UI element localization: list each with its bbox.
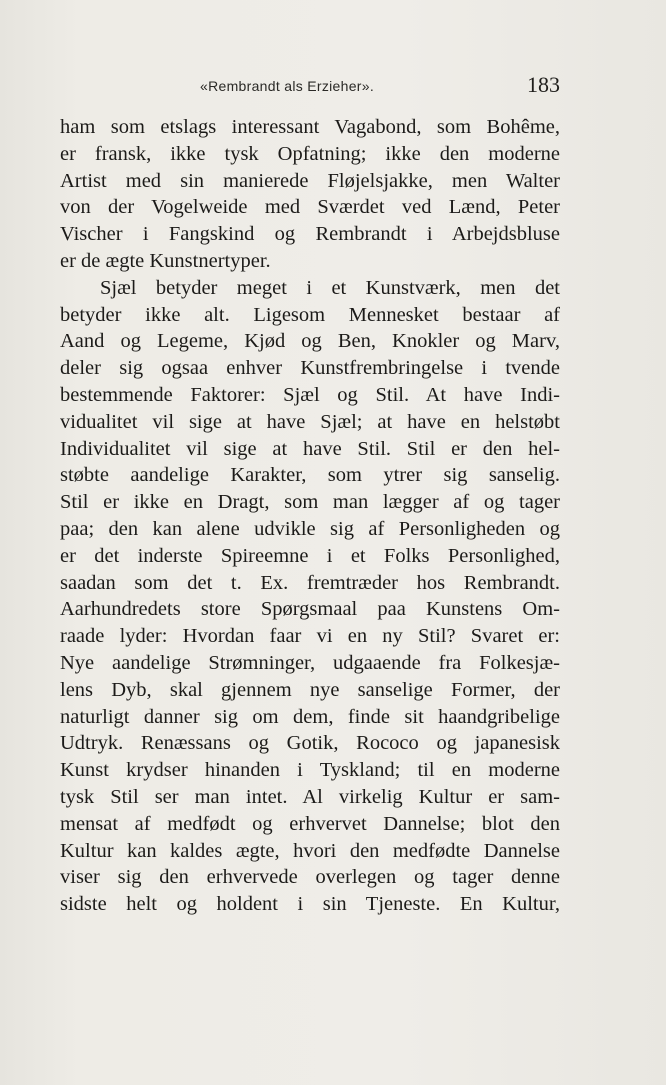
running-title: «Rembrandt als Erzieher». [200, 78, 375, 94]
text-line: Vischer i Fangskind og Rembrandt i Arbejdsbluse [60, 223, 560, 246]
text-line: vidualitet vil sige at have Sjæl; at have en helstøbt [60, 410, 560, 433]
text-line: paa; den kan alene udvikle sig af Personligheden og [60, 517, 560, 540]
text-line: naturligt danner sig om dem, finde sit haandgribelige [60, 705, 560, 728]
text-line: Stil er ikke en Dragt, som man lægger af og tager [60, 491, 560, 514]
text-line: Nye aandelige Strømninger, udgaaende fra Folkesjæ- [60, 651, 560, 674]
text-line: Kultur kan kaldes ægte, hvori den medfødte Dannelse [60, 839, 560, 862]
text-line: raade lyder: Hvordan faar vi en ny Stil? Svaret er: [60, 625, 560, 648]
text-line: betyder ikke alt. Ligesom Mennesket bestaar af [60, 303, 560, 326]
body-text [60, 114, 560, 918]
text-line: lens Dyb, skal gjennem nye sanselige Former, der [60, 678, 560, 701]
text-line: saadan som det t. Ex. fremtræder hos Rembrandt. [60, 571, 560, 594]
text-line: Individualitet vil sige at have Stil. Stil er den hel- [60, 437, 560, 460]
text-line: Artist med sin manierede Fløjelsjakke, men Walter [60, 169, 560, 192]
text-line: mensat af medfødt og erhvervet Dannelse; blot den [60, 812, 560, 835]
text-line: deler sig ogsaa enhver Kunstfrembringelse i tvende [60, 357, 560, 380]
text-line: er fransk, ikke tysk Opfatning; ikke den moderne [60, 142, 560, 165]
text-line: Aarhundredets store Spørgsmaal paa Kunstens Om- [60, 598, 560, 621]
text-line: tysk Stil ser man intet. Al virkelig Kultur er sam- [60, 785, 560, 808]
text-line: Kunst krydser hinanden i Tyskland; til en moderne [60, 759, 560, 782]
text-line: sidste helt og holdent i sin Tjeneste. En Kultur, [60, 893, 560, 916]
text-line: er de ægte Kunstnertyper. [60, 249, 271, 272]
text-line: bestemmende Faktorer: Sjæl og Stil. At have Indi- [60, 383, 560, 406]
text-line: ham som etslags interessant Vagabond, som Bohême, [60, 116, 560, 138]
text-line: er det inderste Spireemne i et Folks Personlighed, [60, 544, 560, 567]
page-header [60, 72, 560, 102]
text-line: von der Vogelweide med Sværdet ved Lænd, Peter [60, 196, 560, 219]
text-line: viser sig den erhvervede overlegen og tager denne [60, 866, 560, 889]
text-line: Udtryk. Renæssans og Gotik, Rococo og japanesisk [60, 732, 560, 755]
page-number: 183 [527, 72, 560, 97]
text-line: Sjæl betyder meget i et Kunstværk, men det [100, 276, 560, 299]
text-line: Aand og Legeme, Kjød og Ben, Knokler og Marv, [60, 330, 560, 353]
text-line: støbte aandelige Karakter, som ytrer sig sanselig. [60, 464, 560, 487]
